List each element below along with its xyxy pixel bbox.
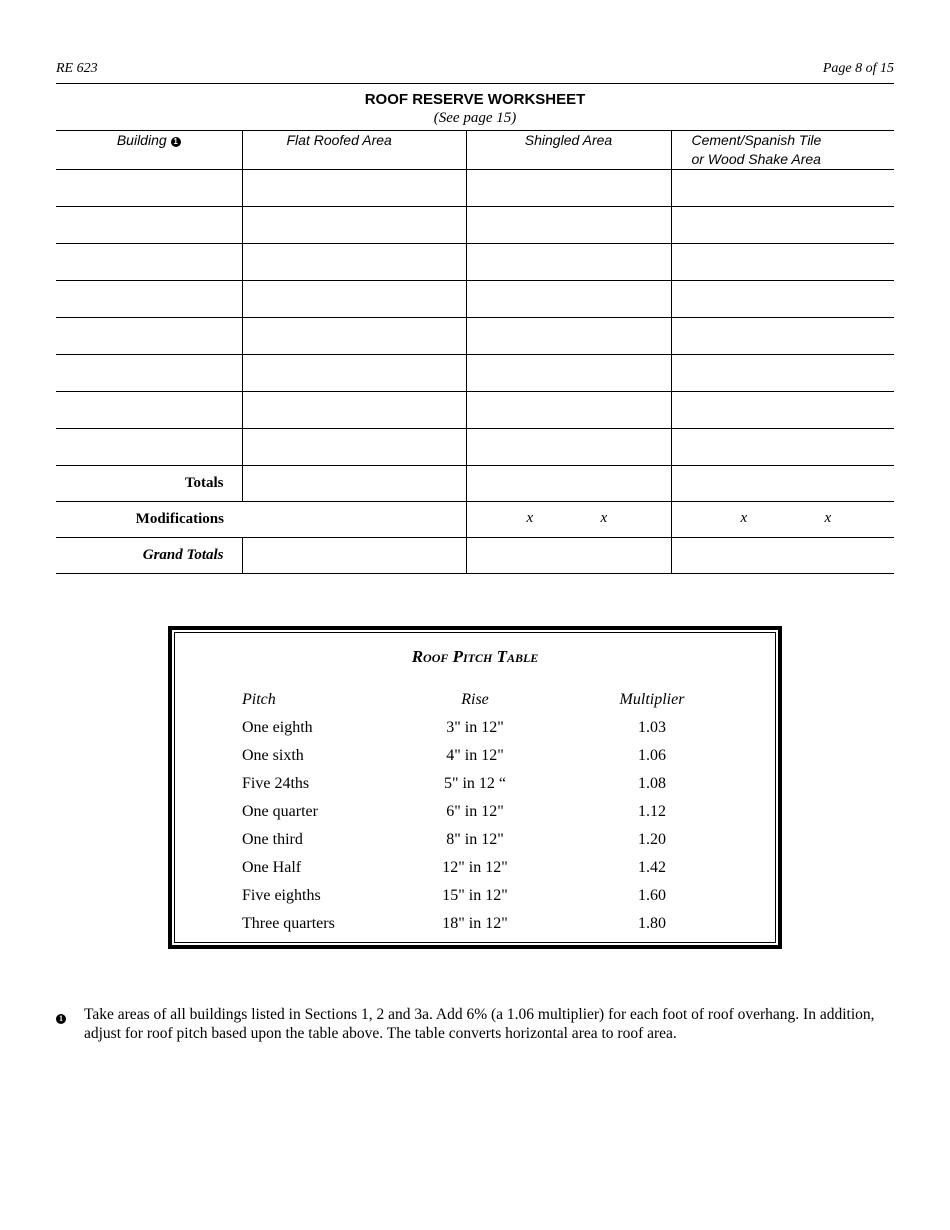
worksheet-subtitle: (See page 15) — [433, 110, 517, 126]
pitch-value: Three quarters — [242, 915, 335, 932]
modifications-shingled-cell[interactable] — [466, 502, 671, 538]
shingled-area-cell[interactable] — [466, 392, 671, 429]
building-label: Building — [116, 132, 167, 148]
shingled-area-cell[interactable] — [466, 281, 671, 318]
shingled-area-cell[interactable] — [466, 318, 671, 355]
flat-area-cell[interactable] — [242, 392, 466, 429]
totals-row — [56, 466, 894, 502]
footnote-marker-icon: 1 — [171, 137, 181, 147]
modifications-label: Modifications — [56, 502, 242, 538]
building-entry-row — [56, 207, 894, 244]
building-entry-row — [56, 281, 894, 318]
grand-totals-shingled-cell[interactable] — [466, 538, 671, 574]
rise-value: 15" in 12" — [442, 887, 508, 904]
tile-area-cell[interactable] — [671, 244, 894, 281]
rise-value: 4" in 12" — [446, 747, 504, 764]
tile-area-cell[interactable] — [671, 318, 894, 355]
header-divider — [56, 83, 894, 84]
flat-area-cell[interactable] — [242, 318, 466, 355]
pitch-table-row — [175, 775, 775, 803]
tile-area-cell[interactable] — [671, 392, 894, 429]
totals-shingled-cell[interactable] — [466, 466, 671, 502]
building-entry-row — [56, 170, 894, 207]
flat-area-cell[interactable] — [242, 281, 466, 318]
pitch-table-header-row — [175, 691, 775, 719]
rise-value: 12" in 12" — [442, 859, 508, 876]
multiply-symbol: x — [824, 510, 832, 526]
multiply-symbol: x — [740, 510, 748, 526]
rise-column-header: Rise — [461, 691, 489, 708]
pitch-value: One eighth — [242, 719, 313, 736]
building-entry-row — [56, 355, 894, 392]
tile-area-cell[interactable] — [671, 355, 894, 392]
building-entry-row — [56, 392, 894, 429]
pitch-table-row — [175, 747, 775, 775]
footnote-text: Take areas of all buildings listed in Sections 1, 2 and 3a. Add 6% (a 1.06 multiplier) for each foot of roof overhang. In addition, adjust for roof pitch based upon the table above. The table converts horizontal area to roof area. — [84, 1006, 875, 1042]
building-name-cell[interactable] — [56, 392, 242, 429]
pitch-value: Five eighths — [242, 887, 321, 904]
pitch-value: One third — [242, 831, 303, 848]
grand-totals-label: Grand Totals — [56, 538, 242, 574]
pitch-value: Five 24ths — [242, 775, 310, 792]
shingled-area-cell[interactable] — [466, 355, 671, 392]
flat-area-cell[interactable] — [242, 170, 466, 207]
shingled-area-cell[interactable] — [466, 207, 671, 244]
modifications-tile-cell[interactable] — [671, 502, 894, 538]
building-name-cell[interactable] — [56, 429, 242, 466]
column-header-shingled-area: Shingled Area — [466, 131, 671, 170]
shingled-area-cell[interactable] — [466, 170, 671, 207]
pitch-table-row — [175, 831, 775, 859]
rise-value: 6" in 12" — [446, 803, 504, 820]
modifications-row — [56, 502, 894, 538]
building-name-cell[interactable] — [56, 355, 242, 392]
building-entry-row — [56, 429, 894, 466]
column-header-tile-shake-area — [671, 131, 894, 170]
pitch-table-row — [175, 719, 775, 747]
multiply-symbol: x — [600, 510, 608, 526]
pitch-table-row — [175, 887, 775, 915]
pitch-table-row — [175, 803, 775, 831]
multiplier-value: 1.08 — [638, 775, 666, 792]
building-name-cell[interactable] — [56, 170, 242, 207]
column-header-flat-roofed-area: Flat Roofed Area — [242, 131, 466, 170]
pitch-column-header: Pitch — [242, 691, 276, 708]
multiplier-column-header: Multiplier — [619, 691, 685, 708]
building-name-cell[interactable] — [56, 318, 242, 355]
roof-pitch-table-inner-border — [174, 632, 776, 943]
multiplier-value: 1.80 — [638, 915, 666, 932]
tile-area-cell[interactable] — [671, 207, 894, 244]
pitch-value: One sixth — [242, 747, 304, 764]
roof-reserve-worksheet-table — [56, 130, 894, 574]
multiplier-value: 1.12 — [638, 803, 666, 820]
tile-header-line-1: Cement/Spanish Tile — [691, 132, 822, 148]
tile-header-line-2: or Wood Shake Area — [691, 151, 821, 167]
rise-value: 3" in 12" — [446, 719, 504, 736]
building-entry-row — [56, 244, 894, 281]
shingled-area-cell[interactable] — [466, 244, 671, 281]
footnote-marker — [56, 1009, 66, 1027]
flat-area-cell[interactable] — [242, 355, 466, 392]
flat-area-cell[interactable] — [242, 244, 466, 281]
form-id: RE 623 — [56, 61, 98, 76]
multiply-symbol: x — [526, 510, 534, 526]
totals-label: Totals — [56, 466, 242, 502]
rise-value: 8" in 12" — [446, 831, 504, 848]
building-name-cell[interactable] — [56, 281, 242, 318]
column-header-building — [56, 131, 242, 170]
shingled-area-cell[interactable] — [466, 429, 671, 466]
pitch-value: One Half — [242, 859, 302, 876]
totals-flat-cell[interactable] — [242, 466, 466, 502]
rise-value: 5" in 12 “ — [443, 775, 507, 792]
page-number: Page 8 of 15 — [822, 61, 894, 76]
flat-area-cell[interactable] — [242, 429, 466, 466]
multiplier-value: 1.06 — [638, 747, 666, 764]
grand-totals-tile-cell[interactable] — [671, 538, 894, 574]
tile-area-cell[interactable] — [671, 429, 894, 466]
roof-pitch-table-title: Roof Pitch Table — [411, 647, 539, 666]
multiplier-value: 1.20 — [638, 831, 666, 848]
totals-tile-cell[interactable] — [671, 466, 894, 502]
flat-area-cell[interactable] — [242, 207, 466, 244]
multiplier-value: 1.60 — [638, 887, 666, 904]
tile-area-cell[interactable] — [671, 170, 894, 207]
worksheet-header-row — [56, 131, 894, 170]
pitch-table-row — [175, 859, 775, 887]
footnote-marker-icon: 1 — [56, 1014, 66, 1024]
grand-totals-flat-cell[interactable] — [242, 538, 466, 574]
grand-totals-row — [56, 538, 894, 574]
worksheet-title: ROOF RESERVE WORKSHEET — [364, 91, 586, 108]
pitch-table-row — [175, 915, 775, 943]
building-name-cell[interactable] — [56, 207, 242, 244]
roof-pitch-table-box — [168, 626, 782, 949]
building-entry-row — [56, 318, 894, 355]
building-name-cell[interactable] — [56, 244, 242, 281]
pitch-value: One quarter — [242, 803, 318, 820]
modifications-flat-cell — [242, 502, 466, 538]
multiplier-value: 1.03 — [638, 719, 666, 736]
rise-value: 18" in 12" — [442, 915, 508, 932]
multiplier-value: 1.42 — [638, 859, 666, 876]
tile-area-cell[interactable] — [671, 281, 894, 318]
